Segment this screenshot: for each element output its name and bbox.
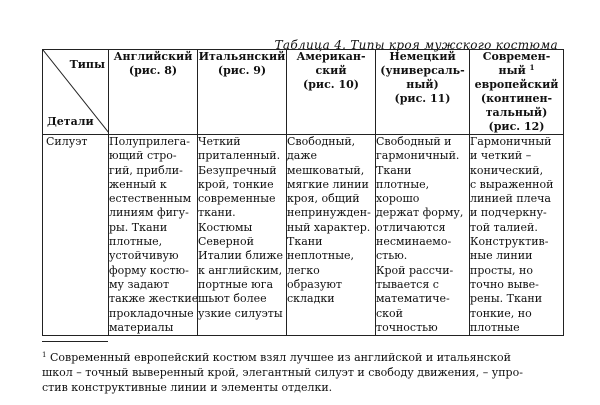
footnote-reference: 1 [529, 63, 535, 72]
cell-english: Полуприлега- ющий стро- гий, прибли- женный к естественным линиям фигу- ры. Ткани плотные, устойчивую форму костю- му задают также жесткие прокладочные материалы [109, 135, 199, 334]
corner-label-types: Типы [69, 58, 105, 71]
row-label-silhouette: Силуэт [43, 135, 109, 336]
column-header-italian: Итальянский (рис. 9) [198, 50, 287, 135]
corner-label-details: Детали [47, 115, 94, 128]
footnote-line: стив конструктивные линии и элементы отделки. [42, 381, 333, 394]
footnote [42, 350, 563, 395]
column-header-english: Английский (рис. 8) [109, 50, 198, 135]
column-header-european: Современ- ный $^1$ европейский (континен- тальный) (рис. 12) [470, 50, 564, 135]
table-header-row [43, 50, 564, 135]
footnote-line: $^1$ Современный европейский костюм взял лучшее из английской и итальянской [42, 351, 511, 364]
cell-american: Свободный, даже мешковатый, мягкие линии кроя, общий непринужден- ный характер. Ткани неплотные, легко образуют складки [287, 135, 376, 336]
cell-italian: Четкий приталенный. Безупречный крой, тонкие современные ткани. Костюмы Северной Италии ближе к английским, портные юга шьют более узкие силуэты [198, 135, 287, 336]
cell-european: Гармоничный и четкий – конический, с выраженной линией плеча и подчеркну- той талией. Конструктив- ные линии просты, но точно выве- рены. Ткани тонкие, но плотные [470, 135, 564, 336]
cut-types-table [42, 49, 564, 336]
cell-german: Свободный и гармоничный. Ткани плотные, хорошо держат форму, отличаются несминаемо- стью. Крой рассчи- тывается с математиче- ской точностью [376, 135, 470, 336]
column-header-american: Американ- ский (рис. 10) [287, 50, 376, 135]
corner-cell [43, 50, 109, 135]
footnote-separator [42, 341, 108, 342]
table-row-silhouette [43, 135, 564, 336]
footnote-mark: 1 [42, 351, 47, 359]
column-header-german: Немецкий (универсаль- ный) (рис. 11) [376, 50, 470, 135]
table-caption: Таблица 4. Типы кроя мужского костюма [274, 38, 558, 52]
footnote-line: школ – точный выверенный крой, элегантный силуэт и свободу движения, – упро- [42, 366, 523, 379]
